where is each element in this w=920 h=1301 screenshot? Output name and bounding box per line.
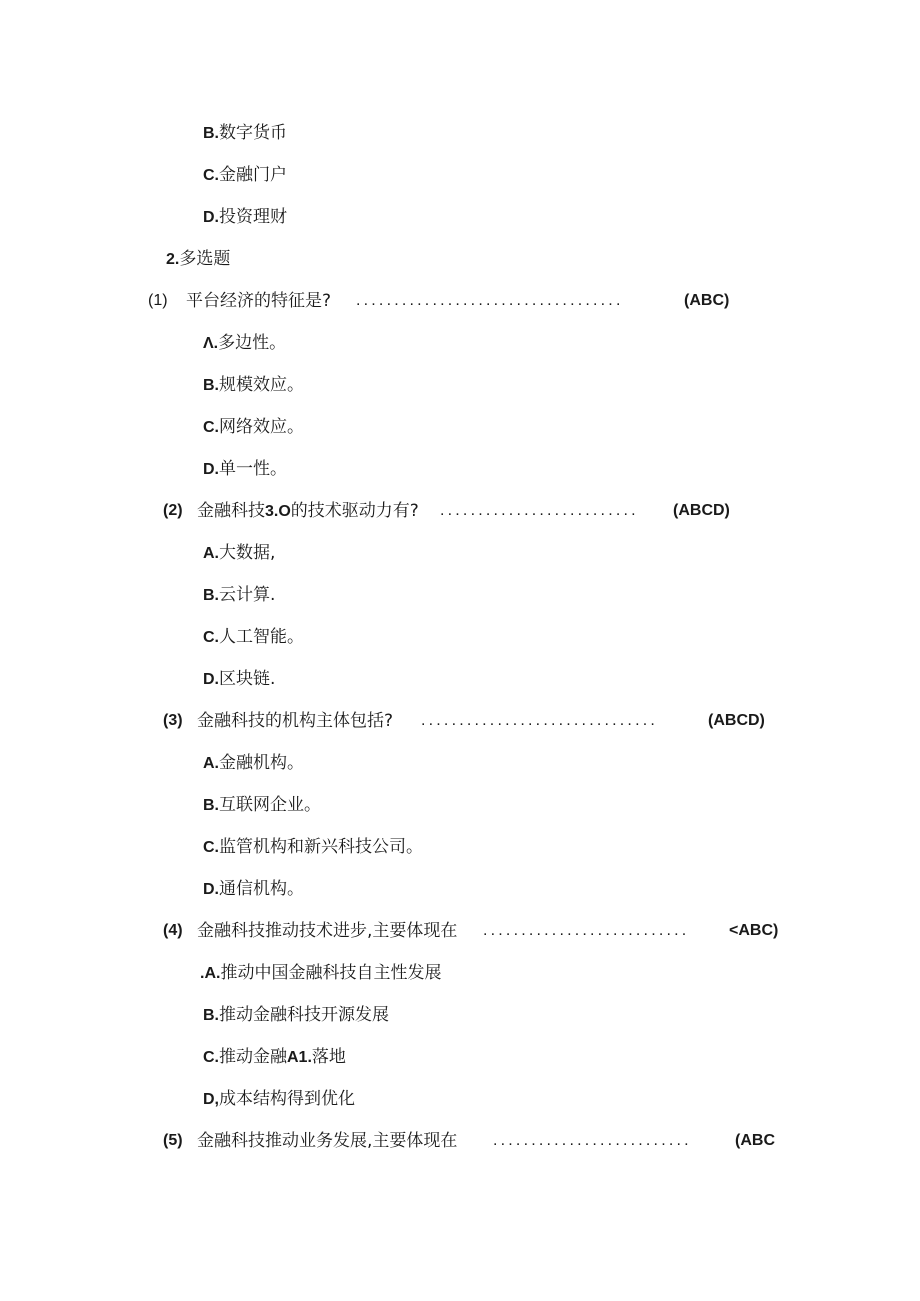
leader-dots: .......................... [493, 1132, 692, 1149]
question-number: (2) [163, 502, 183, 519]
answer-key: (ABC [735, 1132, 775, 1149]
question-text: 金融科技推动技术进步,主要体现在 [197, 921, 458, 941]
option-d: D.投资理财 [203, 207, 287, 227]
option-b: B.数字货币 [203, 123, 287, 143]
question-number: (5) [163, 1132, 183, 1149]
question-1 [148, 290, 748, 312]
question-2 [163, 500, 763, 522]
option-a: A.大数据, [203, 543, 276, 563]
question-3 [163, 710, 783, 732]
question-4 [163, 920, 793, 942]
option-a: A.金融机构。 [203, 753, 304, 773]
question-text: 金融科技3.O的技术驱动力有? [197, 501, 419, 521]
question-text: 平台经济的特征是? [186, 291, 332, 311]
option-c: C.人工智能。 [203, 627, 304, 647]
option-b: B.推动金融科技开源发展 [203, 1005, 389, 1025]
option-c: C.网络效应。 [203, 417, 304, 437]
answer-key: <ABC) [729, 922, 779, 939]
option-b: B.规模效应。 [203, 375, 304, 395]
option-c: C.监管机构和新兴科技公司。 [203, 837, 423, 857]
leader-dots: .......................... [440, 502, 639, 519]
question-text: 金融科技的机构主体包括? [197, 711, 394, 731]
answer-key: (ABC) [684, 292, 730, 309]
option-a: Λ.多边性。 [203, 333, 287, 353]
option-d: D.区块链. [203, 669, 276, 689]
answer-key: (ABCD) [708, 712, 765, 729]
option-d: D,成本结构得到优化 [203, 1089, 355, 1109]
option-d: D.通信机构。 [203, 879, 304, 899]
leader-dots: ............................... [421, 712, 659, 729]
leader-dots: ................................... [356, 292, 624, 309]
option-b: B.云计算. [203, 585, 276, 605]
option-a: .A.推动中国金融科技自主性发展 [200, 963, 442, 983]
answer-key: (ABCD) [673, 502, 730, 519]
question-number: (1) [148, 292, 168, 309]
section-heading: 2.多选题 [166, 249, 231, 269]
question-number: (4) [163, 922, 183, 939]
leader-dots: ........................... [483, 922, 690, 939]
question-text: 金融科技推动业务发展,主要体现在 [197, 1131, 458, 1151]
question-5 [163, 1130, 803, 1152]
option-c: C.推动金融A1.落地 [203, 1047, 346, 1067]
question-number: (3) [163, 712, 183, 729]
option-c: C.金融门户 [203, 165, 287, 185]
option-d: D.单一性。 [203, 459, 287, 479]
option-b: B.互联网企业。 [203, 795, 321, 815]
